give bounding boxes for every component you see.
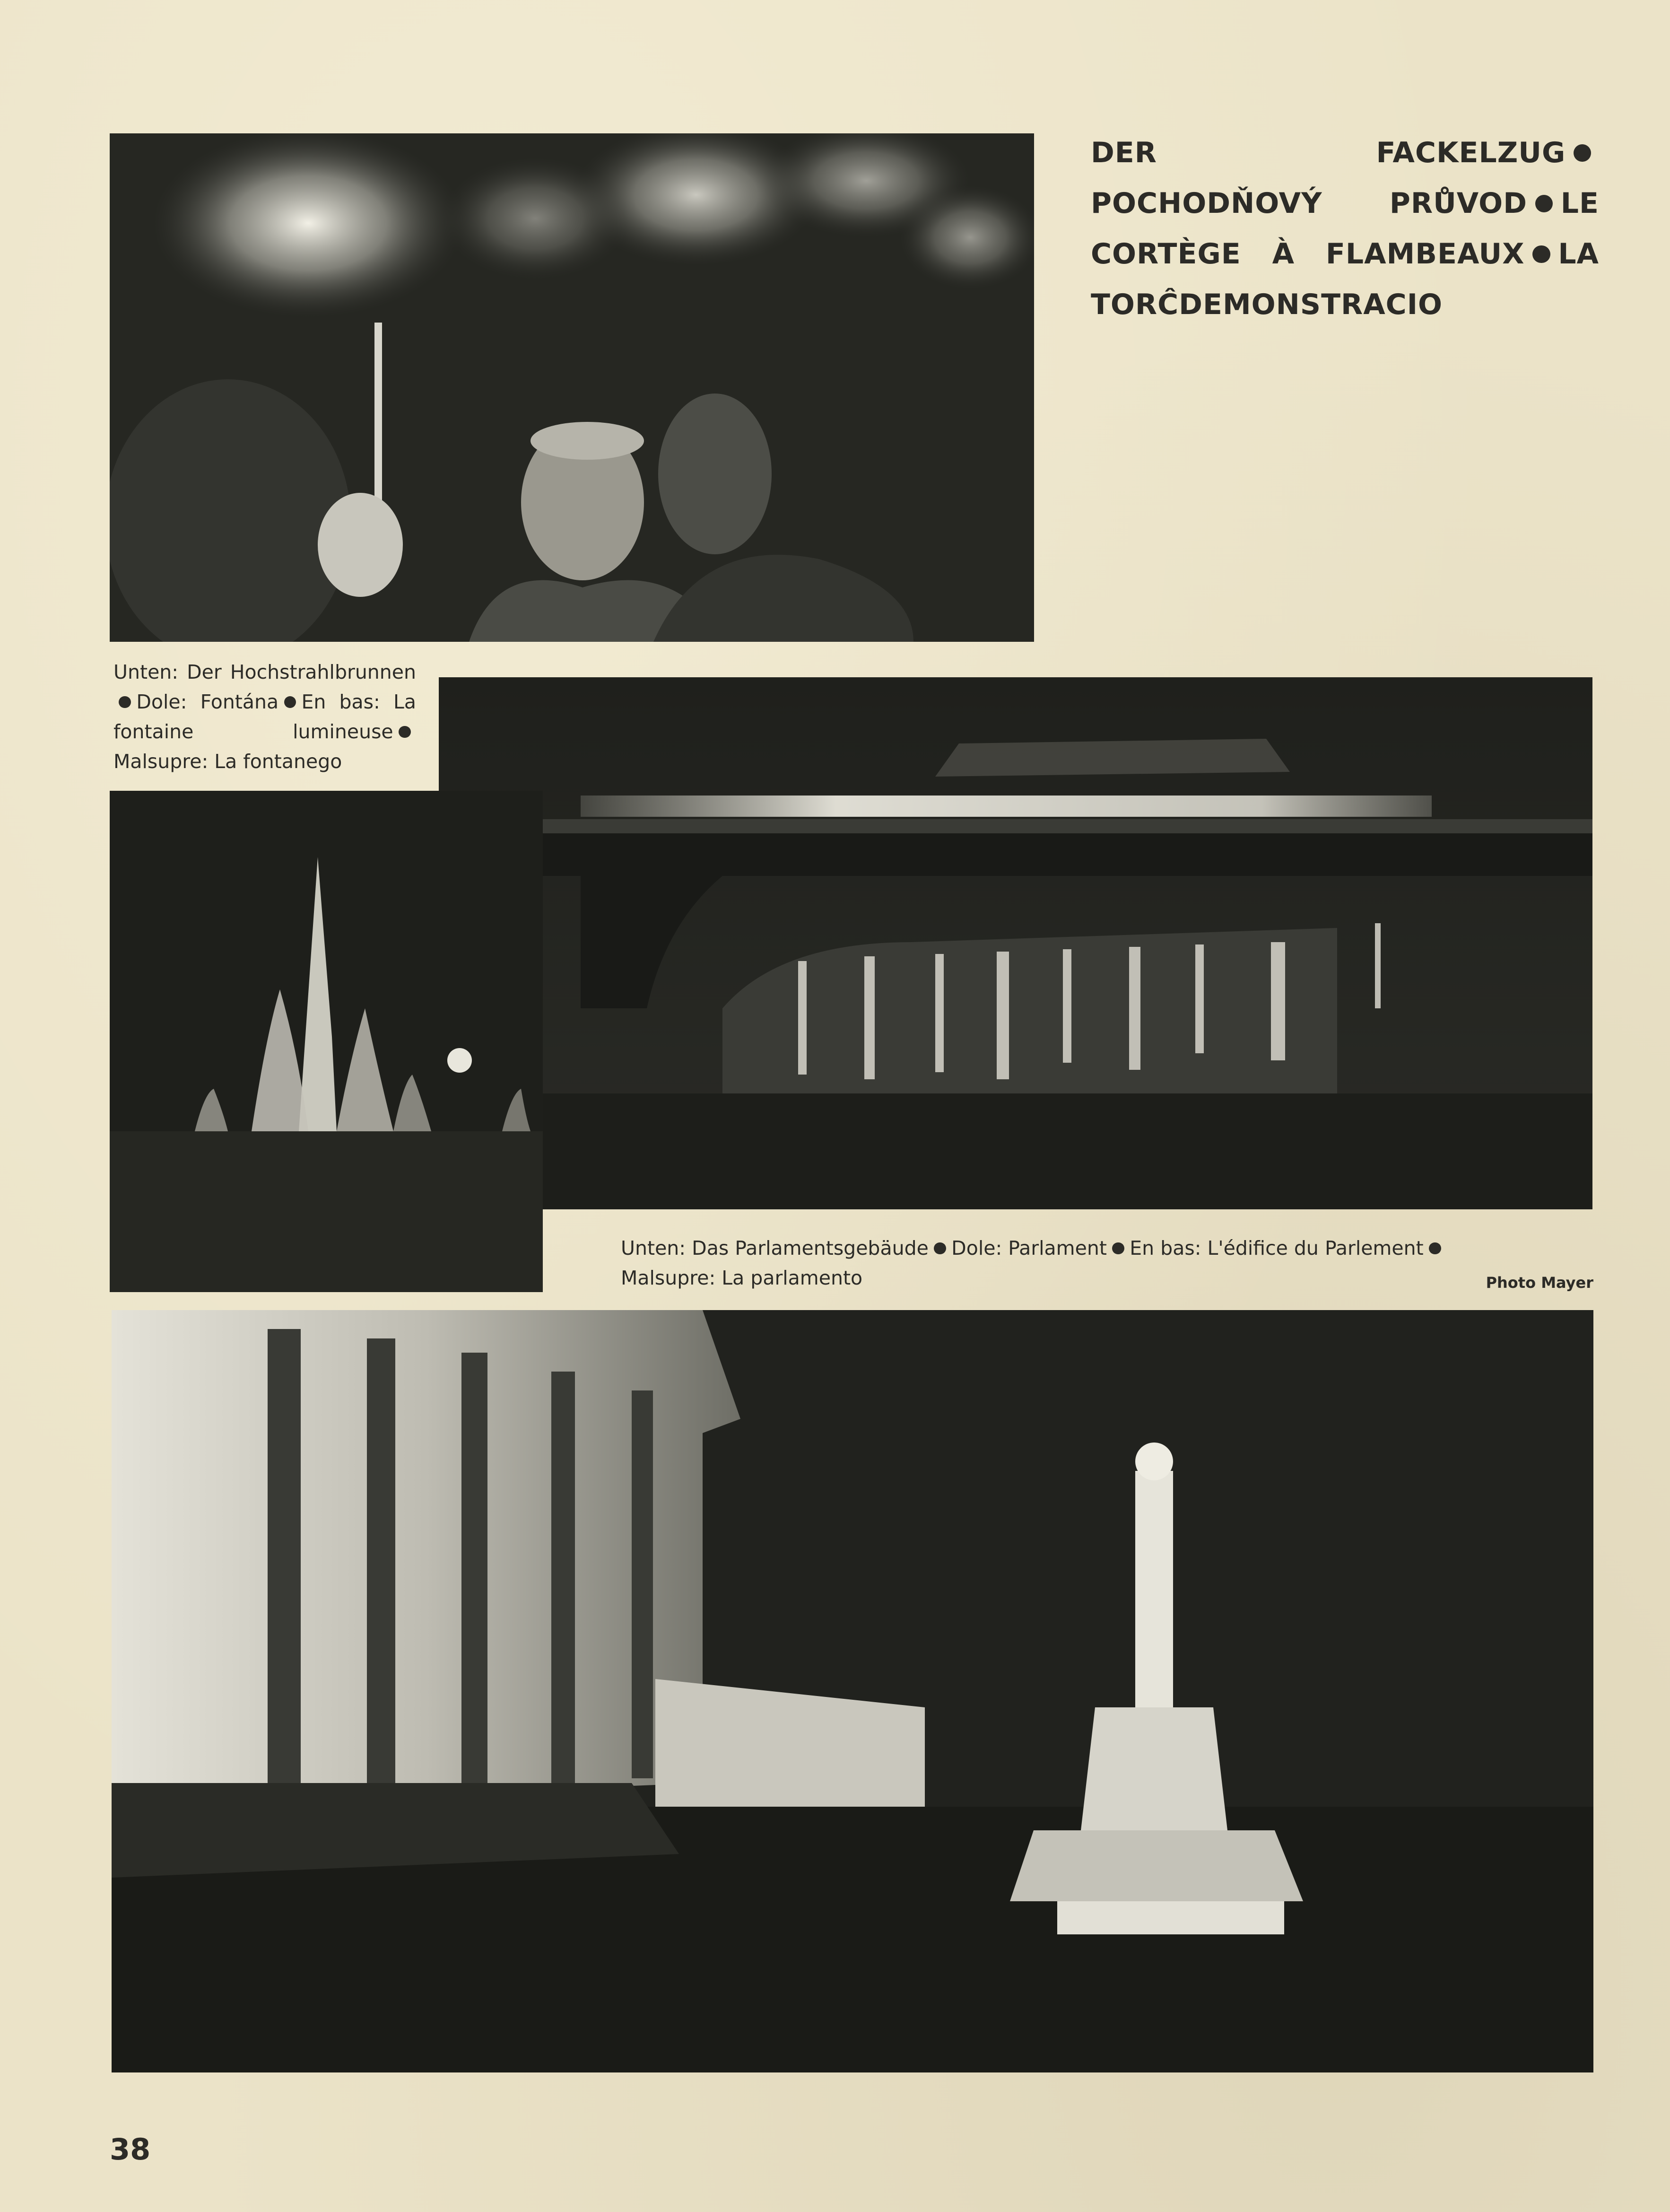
headline-part: LE CORTÈGE À FLAMBEAUX <box>1091 187 1599 271</box>
bullet-icon <box>1574 144 1591 162</box>
headline-part: LA TORĈDEMONSTRACIO <box>1091 237 1599 321</box>
bullet-icon <box>934 1242 946 1254</box>
photo-parliament <box>112 1310 1593 2072</box>
bullet-icon <box>284 696 296 708</box>
bullet-icon <box>119 696 130 708</box>
caption-part: En bas: La fontaine lumineuse <box>113 691 416 743</box>
photo-fountain <box>110 791 543 1292</box>
headline-part: POCHODŇOVÝ PRŮVOD <box>1091 187 1527 220</box>
caption-part: Unten: Das Parlamentsgebäude <box>621 1237 929 1259</box>
bullet-icon <box>1112 1242 1124 1254</box>
bullet-icon <box>399 726 410 738</box>
caption-part: Unten: Der Hochstrahlbrunnen <box>113 661 416 683</box>
photo-torch-procession <box>110 133 1034 642</box>
photo-credit: Photo Mayer <box>1486 1274 1593 1292</box>
fountain-caption <box>113 657 416 777</box>
photo-bridge-night <box>439 677 1592 1209</box>
caption-part: En bas: L'édifice du Parlement <box>1130 1237 1424 1259</box>
bullet-icon <box>1532 245 1550 263</box>
caption-part: Dole: Parlament <box>951 1237 1107 1259</box>
bullet-icon <box>1429 1242 1441 1254</box>
page-number: 38 <box>110 2132 151 2167</box>
caption-part: Malsupre: La parlamento <box>621 1267 863 1289</box>
headline <box>1091 128 1599 330</box>
caption-part: Malsupre: La fontanego <box>113 750 342 773</box>
headline-part: DER FACKELZUG <box>1091 136 1566 169</box>
caption-part: Dole: Fontána <box>136 691 279 713</box>
bullet-icon <box>1535 195 1553 212</box>
